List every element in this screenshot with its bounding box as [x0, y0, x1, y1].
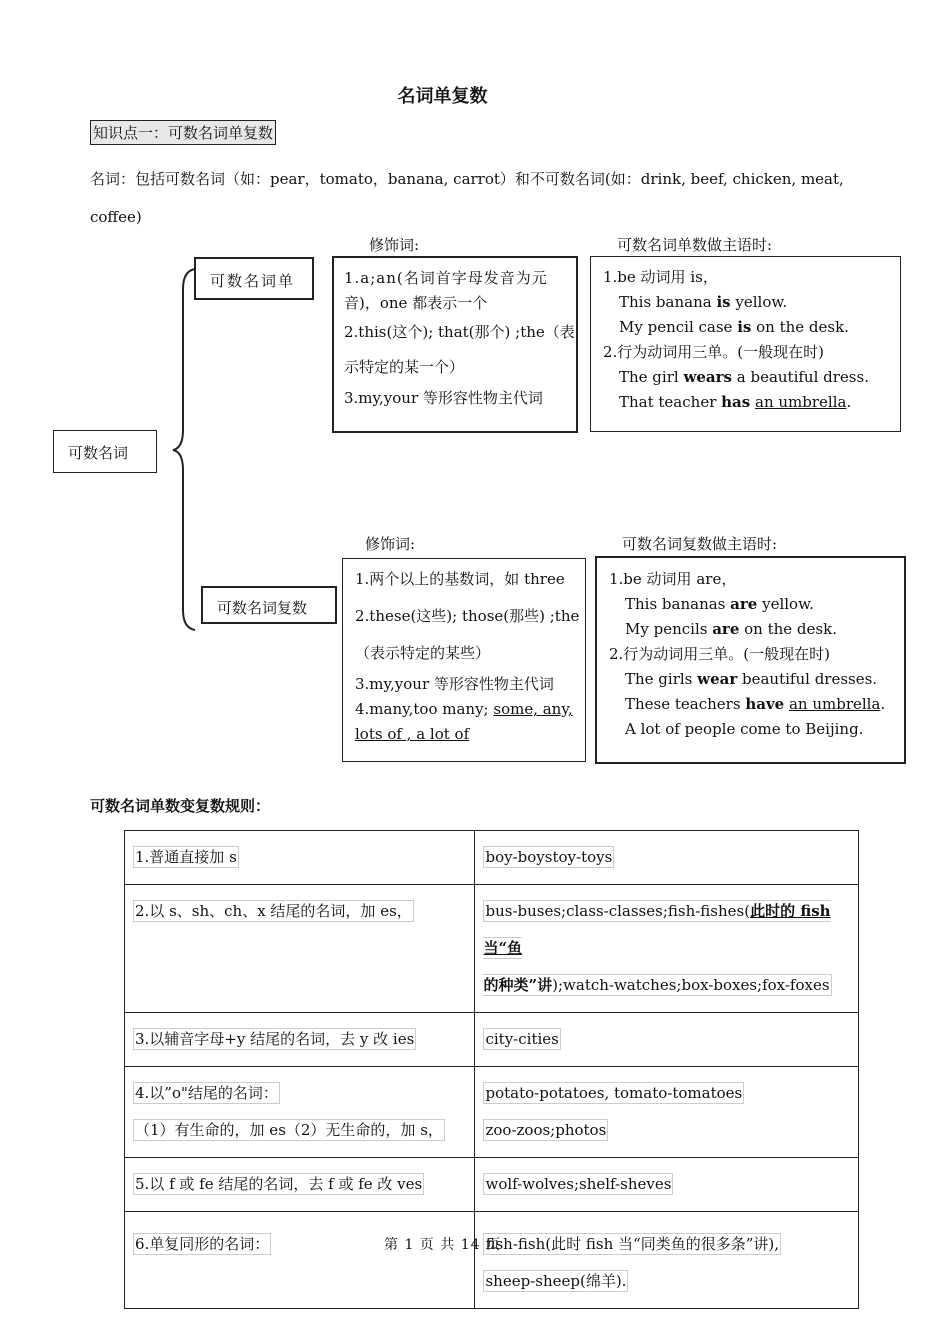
plural-subject-line-1: 1.be 动词用 are， [609, 570, 737, 588]
plural-subject-line-7: A lot of people come to Beijing. [625, 720, 864, 738]
singular-subject-line-1: 1.be 动词用 is， [603, 268, 718, 286]
plural-modifier-2: 2.these(这些); those(那些) ;the [355, 607, 580, 625]
plural-subject-box [595, 556, 906, 764]
node-countable-singular: 可数名词单 [194, 257, 314, 300]
plural-subject-line-2: This bananas are yellow. [625, 595, 814, 613]
singular-subject-line-3: My pencil case is on the desk. [619, 318, 849, 336]
rule-cell: 1.普通直接加 s [125, 831, 475, 885]
singular-modifier-3: 2.this(这个); that(那个) ;the（表 [344, 323, 575, 341]
plural-subject-label: 可数名词复数做主语时: [622, 535, 778, 553]
intro-paragraph [90, 160, 844, 236]
singular-modifier-2: 音)，one 都表示一个 [344, 294, 488, 312]
page-title: 名词单复数 [397, 86, 488, 107]
table-row [125, 885, 859, 1013]
singular-modifier-label: 修饰词: [369, 236, 420, 254]
plural-subject-line-4: 2.行为动词用三单。(一般现在时) [609, 645, 831, 663]
example-cell: city-cities [475, 1013, 859, 1067]
plural-modifier-box [342, 558, 586, 762]
plural-modifier-label: 修饰词: [365, 535, 416, 553]
table-row [125, 1067, 859, 1158]
singular-modifier-5: 3.my,your 等形容性物主代词 [344, 389, 543, 407]
example-cell: fish-fish(此时 fish 当“同类鱼的很多条”讲), sheep-sheep(绵羊). [475, 1212, 859, 1309]
table-row [125, 1158, 859, 1212]
rule-cell: 4.以”o"结尾的名词： （1）有生命的，加 es（2）无生命的，加 s， [125, 1067, 475, 1158]
singular-subject-line-5: The girl wears a beautiful dress. [619, 368, 869, 386]
plural-modifier-4: 3.my,your 等形容性物主代词 [355, 675, 554, 693]
example-cell: bus-buses;class-classes;fish-fishes(此时的 fish 当“鱼 的种类”讲);watch-watches;box-boxes;fox-foxes [475, 885, 859, 1013]
plural-subject-line-5: The girls wear beautiful dresses. [625, 670, 878, 688]
page-footer: 第 1 页 共 14 页 [384, 1237, 501, 1253]
intro-line-2: coffee) [90, 208, 142, 226]
rules-title: 可数名词单数变复数规则： [90, 797, 271, 815]
singular-modifier-box [332, 256, 578, 433]
singular-subject-line-2: This banana is yellow. [619, 293, 788, 311]
example-cell: wolf-wolves;shelf-sheves [475, 1158, 859, 1212]
table-row [125, 831, 859, 885]
singular-subject-label: 可数名词单数做主语时: [617, 236, 773, 254]
table-row [125, 1212, 859, 1309]
example-cell: boy-boystoy-toys [475, 831, 859, 885]
example-cell: potato-potatoes, tomato-tomatoes zoo-zoos;photos [475, 1067, 859, 1158]
node-countable-plural: 可数名词复数 [201, 586, 337, 624]
singular-subject-box [590, 256, 901, 432]
rule-cell: 2.以 s、sh、ch、x 结尾的名词，加 es， [125, 885, 475, 1013]
singular-subject-line-4: 2.行为动词用三单。(一般现在时) [603, 343, 825, 361]
intro-line-1: 名词：包括可数名词（如：pear，tomato，banana, carrot）和不可数名词(如：drink, beef, chicken, meat, [90, 170, 844, 188]
knowledge-point-heading: 知识点一：可数名词单复数 [90, 120, 276, 145]
plural-modifier-3: （表示特定的某些） [355, 644, 491, 662]
singular-subject-line-6: That teacher has an umbrella. [619, 393, 852, 411]
rule-cell: 3.以辅音字母+y 结尾的名词，去 y 改 ies [125, 1013, 475, 1067]
rule-cell: 6.单复同形的名词： [125, 1212, 475, 1309]
plural-modifier-5: 4.many,too many; some, any, [355, 700, 573, 718]
root-node-countable-nouns: 可数名词 [53, 430, 157, 473]
rule-cell: 5.以 f 或 fe 结尾的名词，去 f 或 fe 改 ves [125, 1158, 475, 1212]
brace-shape [165, 265, 205, 635]
plural-modifier-6: lots of , a lot of [355, 725, 470, 743]
singular-modifier-4: 示特定的某一个） [344, 358, 465, 376]
table-row [125, 1013, 859, 1067]
plural-subject-line-3: My pencils are on the desk. [625, 620, 837, 638]
singular-modifier-1: 1.a;an(名词首字母发音为元 [344, 269, 548, 287]
plural-modifier-1: 1.两个以上的基数词，如 three [355, 570, 565, 588]
plural-subject-line-6: These teachers have an umbrella. [625, 695, 886, 713]
